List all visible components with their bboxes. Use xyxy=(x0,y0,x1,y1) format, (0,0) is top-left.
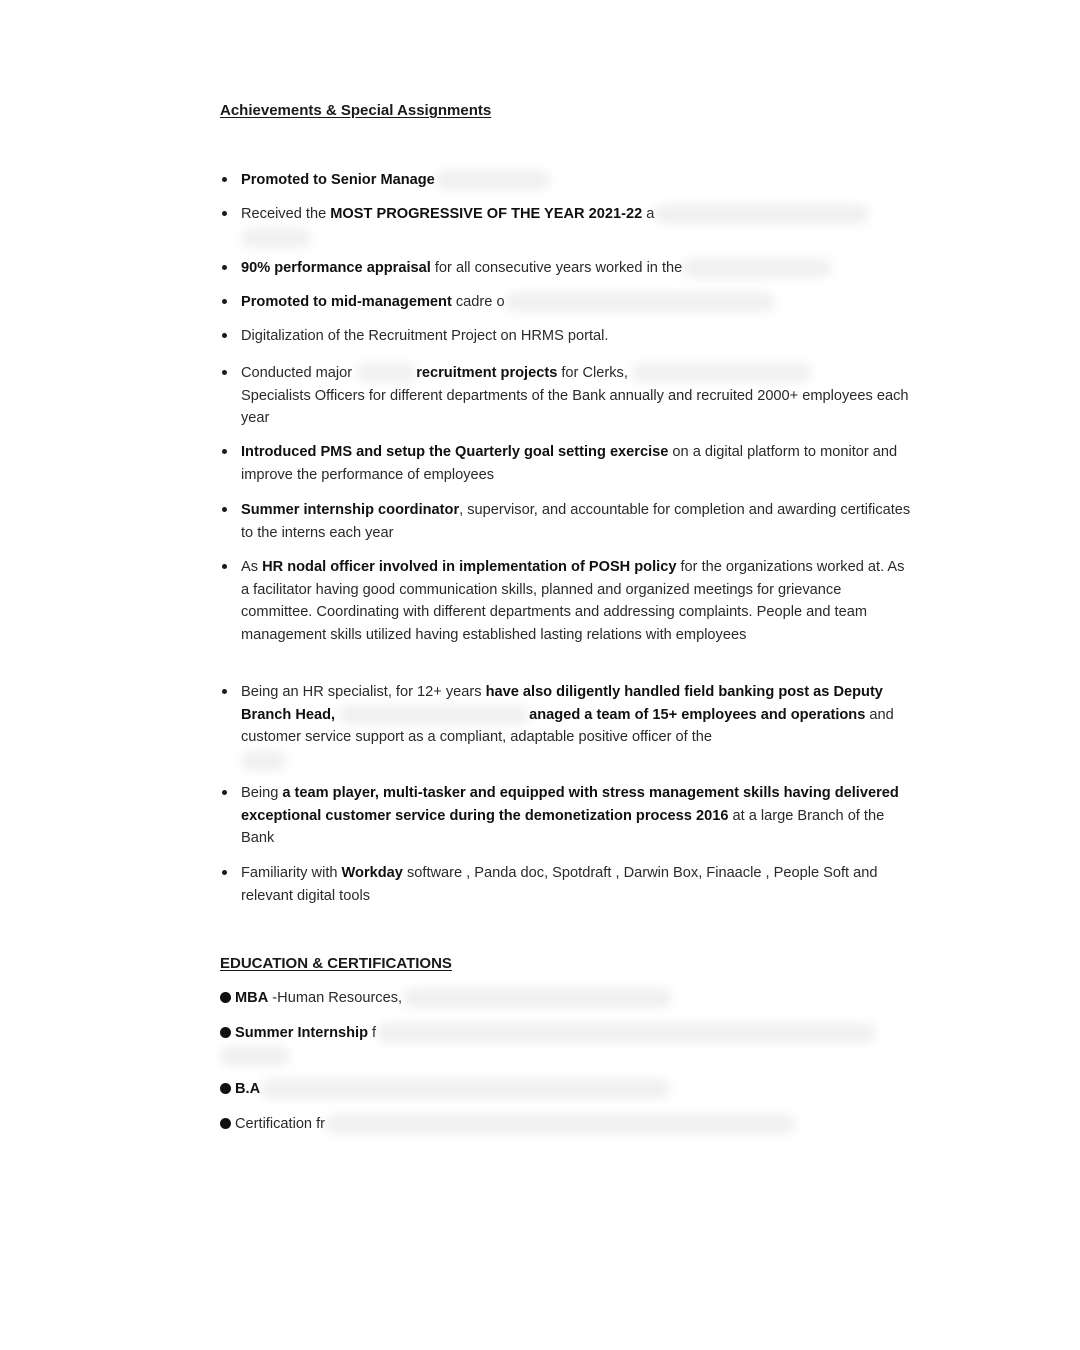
education-item: B.A xyxy=(220,1078,670,1100)
achievement-bold: a team player, multi-tasker and equipped with stress management skills having delivered exceptional customer service during the demonetization process 2016 xyxy=(241,785,899,824)
achievement-item: Digitalization of the Recruitment Project on HRMS portal. xyxy=(241,325,911,348)
redacted-text xyxy=(435,170,550,190)
redacted-text xyxy=(682,258,832,278)
achievement-bold: MOST PROGRESSIVE OF THE YEAR 2021-22 xyxy=(330,206,643,222)
education-heading: EDUCATION & CERTIFICATIONS xyxy=(220,955,452,972)
redacted-text xyxy=(402,988,672,1008)
achievement-item: Received the MOST PROGRESSIVE OF THE YEAR 2021-22 a xyxy=(241,203,911,248)
achievement-bold: recruitment projects xyxy=(416,365,558,381)
redacted-text xyxy=(325,1114,795,1134)
achievement-bold: Promoted to Senior Manage xyxy=(241,172,435,188)
bullet-icon xyxy=(220,1083,231,1094)
achievement-bold: 90% performance appraisal xyxy=(241,260,431,276)
achievement-item: Familiarity with Workday software , Panda doc, Spotdraft , Darwin Box, Finaacle , People Soft and relevant digital tools xyxy=(241,862,911,907)
achievement-item: Conducted major recruitment projects for Clerks, Specialists Officers for different departments of the Bank annually and recruited 2000+ employees each year xyxy=(241,362,911,430)
achievement-bold: Promoted to mid-management xyxy=(241,294,452,310)
redacted-text xyxy=(339,705,529,725)
achievement-item: Promoted to mid-management cadre o xyxy=(241,291,911,314)
bullet-icon xyxy=(220,1118,231,1129)
achievement-bold: HR nodal officer involved in implementation of POSH policy xyxy=(262,559,677,575)
achievement-bold: have also diligently handled field banking post as Deputy Branch Head, xyxy=(241,684,883,723)
achievement-bold: Workday xyxy=(341,865,403,881)
redacted-text xyxy=(654,204,869,224)
achievement-bold: Summer internship coordinator xyxy=(241,502,460,518)
redacted-text xyxy=(220,1046,290,1066)
achievement-item: Introduced PMS and setup the Quarterly goal setting exercise on a digital platform to monitor and improve the performance of employees xyxy=(241,441,911,486)
bullet-icon xyxy=(220,1027,231,1038)
achievement-item: Summer internship coordinator, supervisor, and accountable for completion and awarding certificates to the interns each year xyxy=(241,499,911,544)
bullet-icon xyxy=(220,992,231,1003)
achievement-bold: anaged a team of 15+ employees and operations xyxy=(529,706,866,723)
redacted-text xyxy=(241,228,311,248)
achievement-item: 90% performance appraisal for all consecutive years worked in the xyxy=(241,257,911,280)
redacted-text xyxy=(241,751,286,771)
achievement-item: As HR nodal officer involved in implementation of POSH policy for the organizations worked at. As a facilitator having good communication skills, planned and organized meetings for grievance committee. Coordinating with different departments and addressing complaints. People and team management skills utilized having established lasting relations with employees xyxy=(241,556,911,646)
education-item: Summer Internship f xyxy=(220,1022,876,1066)
achievement-bold: Introduced PMS and setup the Quarterly goal setting exercise xyxy=(241,444,669,460)
achievement-item xyxy=(241,169,911,192)
achievements-heading: Achievements & Special Assignments xyxy=(220,102,492,119)
education-item: Certification fr xyxy=(220,1113,795,1135)
education-item: MBA -Human Resources, xyxy=(220,987,672,1009)
redacted-text xyxy=(260,1079,670,1099)
achievement-item: Being an HR specialist, for 12+ years have also diligently handled field banking post as Deputy Branch Head, anaged a team of 15+ employees and operations and customer service support as a compliant, adaptable positive officer of the xyxy=(241,681,911,771)
achievement-item: Being a team player, multi-tasker and equipped with stress management skills having delivered exceptional customer service during the demonetization process 2016 at a large Branch of the Bank xyxy=(241,782,911,850)
redacted-text xyxy=(505,292,775,312)
redacted-text xyxy=(632,363,812,383)
redacted-text xyxy=(376,1023,876,1043)
redacted-text xyxy=(356,363,416,383)
